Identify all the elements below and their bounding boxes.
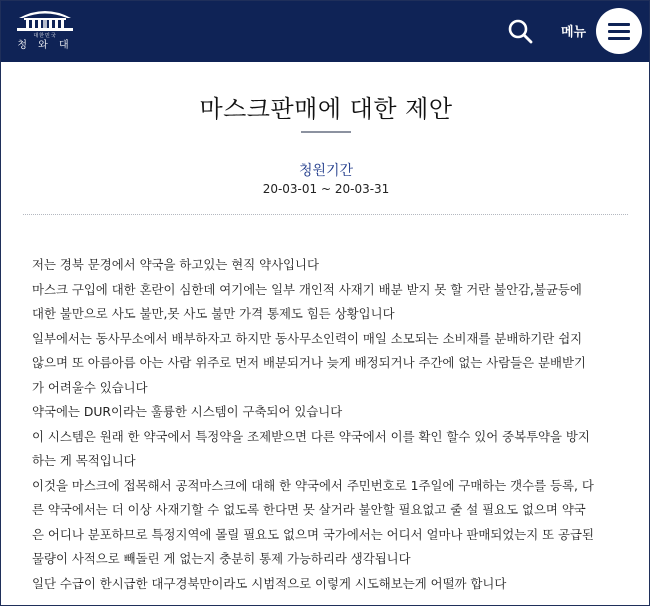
- petition-period-label: 청원기간: [298, 163, 354, 179]
- content-line: 대한 불만으로 사도 불만,못 사도 불만 가격 통제도 힘든 상황입니다: [32, 306, 395, 321]
- petition-title: 마스크판매에 대한 제안: [199, 95, 453, 123]
- hamburger-icon: [608, 23, 630, 26]
- content-line: 가 어려울수 있습니다: [32, 379, 148, 395]
- content-line: 마스크 구입에 대한 혼란이 심한데 여기에는 일부 개인적 사재기 배분 받지 못 할 거란 불안감,불균등에: [32, 281, 582, 297]
- content-line: 일부에서는 동사무소에서 배부하자고 하지만 동사무소인력이 매일 소모되는 소비재를 분배하기란 쉽지: [32, 330, 583, 346]
- petition-period-dates: 20-03-01 ~ 20-03-31: [262, 182, 390, 196]
- content-line: 하는 게 목적입니다: [32, 453, 136, 468]
- menu-button[interactable]: [596, 8, 642, 54]
- content-line: 저는 경북 문경에서 약국을 하고있는 현직 약사입니다: [32, 257, 319, 272]
- content-line: 은 어디나 분포하므로 특정지역에 몰릴 필요도 없으며 국가에서는 어디서 얼마나 판매되었는지 또 공급된: [32, 526, 594, 542]
- hamburger-icon-line: [608, 30, 630, 33]
- logo-name: 청 와 대: [17, 40, 73, 51]
- content-line: 이것을 마스크에 접목해서 공적마스크에 대해 한 약국에서 주민번호로 1주일에 구매하는 갯수를 등록, 다: [32, 477, 594, 493]
- section-divider: [23, 214, 628, 215]
- logo-subtitle: 대한민국: [33, 33, 57, 39]
- site-header: [1, 1, 649, 62]
- menu-label[interactable]: 메뉴: [561, 25, 587, 40]
- content-line: 않으며 또 아름아름 아는 사람 위주로 먼저 배분되거나 늦게 배정되거나 주간에 없는 사람들은 분배받기: [32, 355, 586, 370]
- content-line: 이 시스템은 원래 한 약국에서 특정약을 조제받으면 다른 약국에서 이를 확인 할수 있어 중복투약을 방지: [32, 428, 590, 444]
- content-line: 약국에는 DUR이라는 훌륭한 시스템이 구축되어 있습니다: [32, 404, 343, 419]
- title-divider: [301, 131, 351, 133]
- petition-content: [32, 253, 612, 596]
- content-line: 물량이 사적으로 빼돌린 게 없는지 충분히 통제 가능하리라 생각됩니다: [32, 551, 411, 566]
- search-button[interactable]: [505, 16, 535, 46]
- content-line: 일단 수급이 한시급한 대구경북만이라도 시범적으로 이렇게 시도해보는게 어떨까 합니다: [32, 575, 507, 591]
- blue-house-emblem-icon: [15, 6, 75, 32]
- site-logo[interactable]: [6, 6, 84, 58]
- search-icon: [505, 16, 535, 46]
- content-line: 른 약국에서는 더 이상 사재기할 수 없도록 한다면 못 살거라 불안할 필요없고 줄 설 필요도 없으며 약국: [32, 502, 586, 517]
- hamburger-icon-line: [608, 37, 630, 40]
